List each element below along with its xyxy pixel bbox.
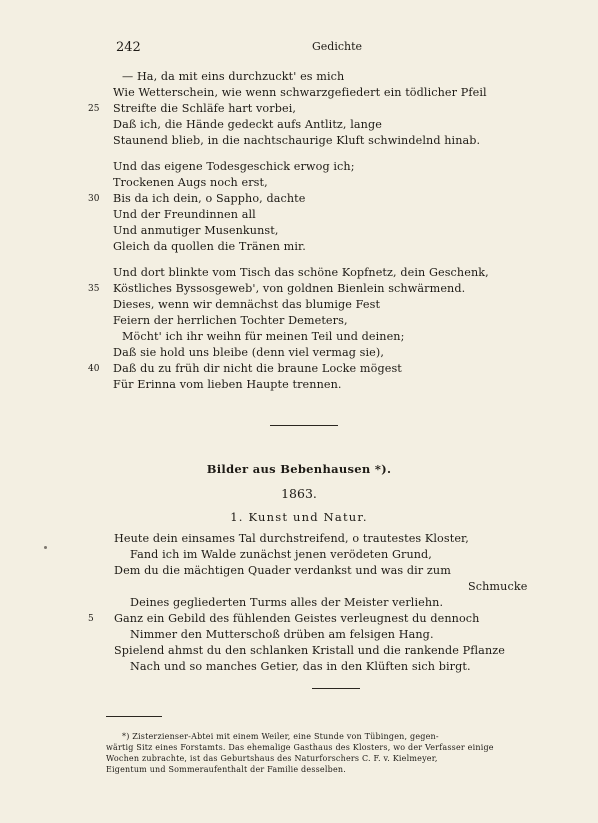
verse-line: Deines gegliederten Turms alles der Meister verliehn.: [130, 596, 444, 609]
verse-line: Staunend blieb, in die nachtschaurige Kluft schwindelnd hinab.: [113, 134, 481, 147]
line-number: 40: [88, 364, 100, 374]
verse-line: Ganz ein Gebild des fühlenden Geistes verleugnest du dennoch: [114, 612, 480, 625]
page-header: [116, 40, 536, 58]
section-year: 1863.: [281, 486, 317, 501]
verse-line: Für Erinna vom lieben Haupte trennen.: [113, 378, 342, 391]
verse-line: Dem du die mächtigen Quader verdankst und was dir zum: [114, 564, 451, 577]
verse-line: Streifte die Schläfe hart vorbei,: [113, 102, 297, 115]
verse-line: Fand ich im Walde zunächst jenen verödeten Grund,: [130, 548, 432, 561]
page-number: 242: [116, 40, 141, 55]
verse-line: Und der Freundinnen all: [113, 208, 256, 221]
footnote-line: *) Zisterzienser-Abtei mit einem Weiler, eine Stunde von Tübingen, gegen-: [122, 732, 439, 741]
paper-speck: [44, 546, 47, 549]
verse-line: Spielend ahmst du den schlanken Kristall und die rankende Pflanze: [114, 644, 505, 657]
running-head: Gedichte: [312, 40, 363, 53]
verse-line: Schmucke: [468, 580, 528, 593]
verse-line: Bis da ich dein, o Sappho, dachte: [113, 192, 306, 205]
verse-line: Daß du zu früh dir nicht die braune Locke mögest: [113, 362, 402, 375]
verse-line: Daß ich, die Hände gedeckt aufs Antlitz, lange: [113, 118, 382, 131]
verse-line: — Ha, da mit eins durchzuckt' es mich: [122, 70, 345, 83]
footnote-rule: [106, 716, 162, 717]
verse-line: Dieses, wenn wir demnächst das blumige Fest: [113, 298, 381, 311]
verse-line: Daß sie hold uns bleibe (denn viel vermag sie),: [113, 346, 384, 359]
verse-line: Gleich da quollen die Tränen mir.: [113, 240, 306, 253]
verse-line: Köstliches Byssosgeweb', von goldnen Bienlein schwärmend.: [113, 282, 466, 295]
line-number: 35: [88, 284, 100, 294]
verse-line: Nach und so manches Getier, das in den Klüften sich birgt.: [130, 660, 471, 673]
verse-line: Und das eigene Todesgeschick erwog ich;: [113, 160, 355, 173]
poem-subtitle: 1. Kunst und Natur.: [230, 510, 368, 524]
footnote-line: Eigentum und Sommeraufenthalt der Familie desselben.: [106, 765, 346, 774]
line-number: 30: [88, 194, 100, 204]
section-title: Bilder aus Bebenhausen *).: [206, 462, 392, 476]
line-number: 5: [88, 614, 94, 624]
verse-line: Trockenen Augs noch erst,: [113, 176, 268, 189]
verse-line: Wie Wetterschein, wie wenn schwarzgefiedert ein tödlicher Pfeil: [113, 86, 487, 99]
footnote-line: Wochen zubrachte, ist das Geburtshaus des Naturforschers C. F. v. Kielmeyer,: [106, 754, 438, 763]
verse-line: Feiern der herrlichen Tochter Demeters,: [113, 314, 348, 327]
footnote-line: wärtig Sitz eines Forstamts. Das ehemalige Gasthaus des Klosters, wo der Verfasser einige: [106, 743, 494, 752]
section-divider: [270, 425, 338, 426]
verse-line: Und dort blinkte vom Tisch das schöne Kopfnetz, dein Geschenk,: [113, 266, 489, 279]
verse-line: Und anmutiger Musenkunst,: [113, 224, 279, 237]
verse-line: Möcht' ich ihr weihn für meinen Teil und deinen;: [122, 330, 405, 343]
verse-line: Nimmer den Mutterschoß drüben am felsigen Hang.: [130, 628, 434, 641]
closing-divider: [312, 688, 360, 689]
line-number: 25: [88, 104, 100, 114]
verse-line: Heute dein einsames Tal durchstreifend, o trautestes Kloster,: [114, 532, 469, 545]
